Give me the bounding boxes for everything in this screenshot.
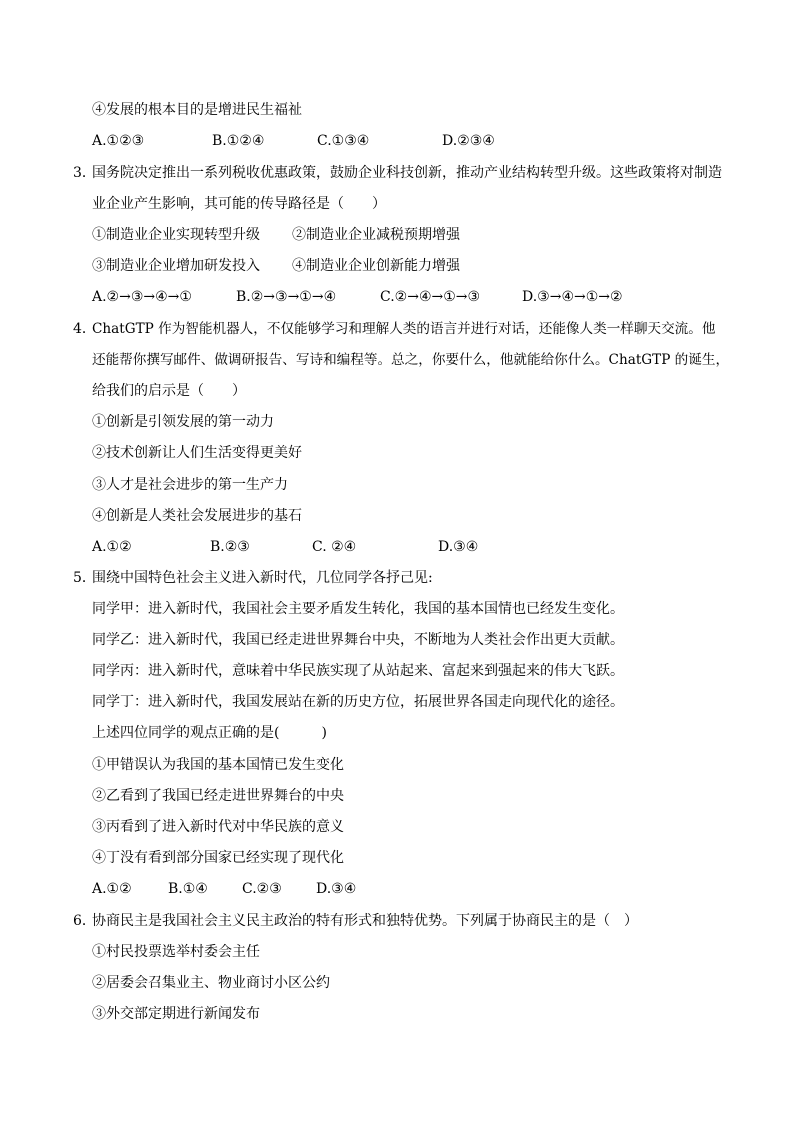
q3-stem-line-1: 国务院决定推出一系列税收优惠政策，鼓励企业科技创新，推动产业结构转型升级。这些政策将对制造	[92, 165, 722, 181]
q5-number: 5．	[73, 570, 96, 586]
q6-statement-3: ③外交部定期进行新闻发布	[92, 1006, 260, 1022]
q3-option-a: A.②→③→④→①	[92, 289, 192, 305]
q4-stem-line-1: ChatGTP 作为智能机器人，不仅能够学习和理解人类的语言并进行对话，还能像人类一样聊天交流。他	[92, 321, 716, 337]
q4-stem-line-2: 还能帮你撰写邮件、做调研报告、写诗和编程等。总之，你要什么，他就能给你什么。ChatGTP 的诞生，	[92, 352, 730, 368]
q5-option-a: A.①②	[92, 881, 132, 897]
q5-stem: 围绕中国特色社会主义进入新时代，几位同学各抒己见:	[92, 570, 433, 586]
q2-statement-4: ④发展的根本目的是增进民生福祉	[92, 102, 302, 118]
q3-statement-2: ②制造业企业减税预期增强	[292, 227, 460, 243]
q4-statement-2: ②技术创新让人们生活变得更美好	[92, 445, 302, 461]
q3-option-b: B.②→③→①→④	[236, 289, 337, 305]
q5-statement-4: ④丁没有看到部分国家已经实现了现代化	[92, 850, 344, 866]
q4-statement-4: ④创新是人类社会发展进步的基石	[92, 508, 302, 524]
q5-view-jia: 同学甲：进入新时代，我国社会主要矛盾发生转化，我国的基本国情也已经发生变化。	[92, 601, 624, 617]
q4-statement-1: ①创新是引领发展的第一动力	[92, 414, 274, 430]
q4-option-d: D.③④	[438, 539, 479, 555]
q3-stem-line-2: 业企业产生影响，其可能的传导路径是（ ）	[92, 196, 386, 212]
q4-option-c: C. ②④	[312, 539, 357, 555]
q6-statement-2: ②居委会召集业主、物业商讨小区公约	[92, 975, 330, 991]
q4-stem-line-3: 给我们的启示是（ ）	[92, 383, 246, 399]
q4-number: 4．	[73, 321, 96, 337]
q5-view-yi: 同学乙：进入新时代，我国已经走进世界舞台中央，不断地为人类社会作出更大贡献。	[92, 632, 624, 648]
q2-option-b: B.①②④	[212, 133, 265, 149]
q3-statement-1: ①制造业企业实现转型升级	[92, 227, 260, 243]
q3-option-d: D.③→④→①→②	[522, 289, 623, 305]
q3-statement-4: ④制造业企业创新能力增强	[292, 258, 460, 274]
q2-option-c: C.①③④	[317, 133, 370, 149]
q3-statement-3: ③制造业企业增加研发投入	[92, 258, 260, 274]
q5-statement-2: ②乙看到了我国已经走进世界舞台的中央	[92, 788, 344, 804]
q6-statement-1: ①村民投票选举村委会主任	[92, 944, 260, 960]
q4-option-a: A.①②	[92, 539, 132, 555]
q3-number: 3．	[73, 165, 96, 181]
q5-statement-1: ①甲错误认为我国的基本国情已发生变化	[92, 757, 344, 773]
q6-stem: 协商民主是我国社会主义民主政治的特有形式和独特优势。下列属于协商民主的是（ ）	[92, 913, 638, 929]
q5-statement-3: ③丙看到了进入新时代对中华民族的意义	[92, 819, 344, 835]
q3-option-c: C.②→④→①→③	[380, 289, 481, 305]
q5-option-c: C.②③	[242, 881, 282, 897]
q5-view-bing: 同学丙：进入新时代，意味着中华民族实现了从站起来、富起来到强起来的伟大飞跃。	[92, 663, 624, 679]
q5-option-d: D.③④	[316, 881, 357, 897]
q6-number: 6．	[73, 913, 96, 929]
q5-view-ding: 同学丁：进入新时代，我国发展站在新的历史方位，拓展世界各国走向现代化的途径。	[92, 694, 624, 710]
q4-option-b: B.②③	[210, 539, 250, 555]
q5-question: 上述四位同学的观点正确的是( )	[92, 725, 327, 741]
q2-option-a: A.①②③	[92, 133, 145, 149]
q2-option-d: D.②③④	[442, 133, 495, 149]
q4-statement-3: ③人才是社会进步的第一生产力	[92, 477, 288, 493]
q5-option-b: B.①④	[168, 881, 208, 897]
